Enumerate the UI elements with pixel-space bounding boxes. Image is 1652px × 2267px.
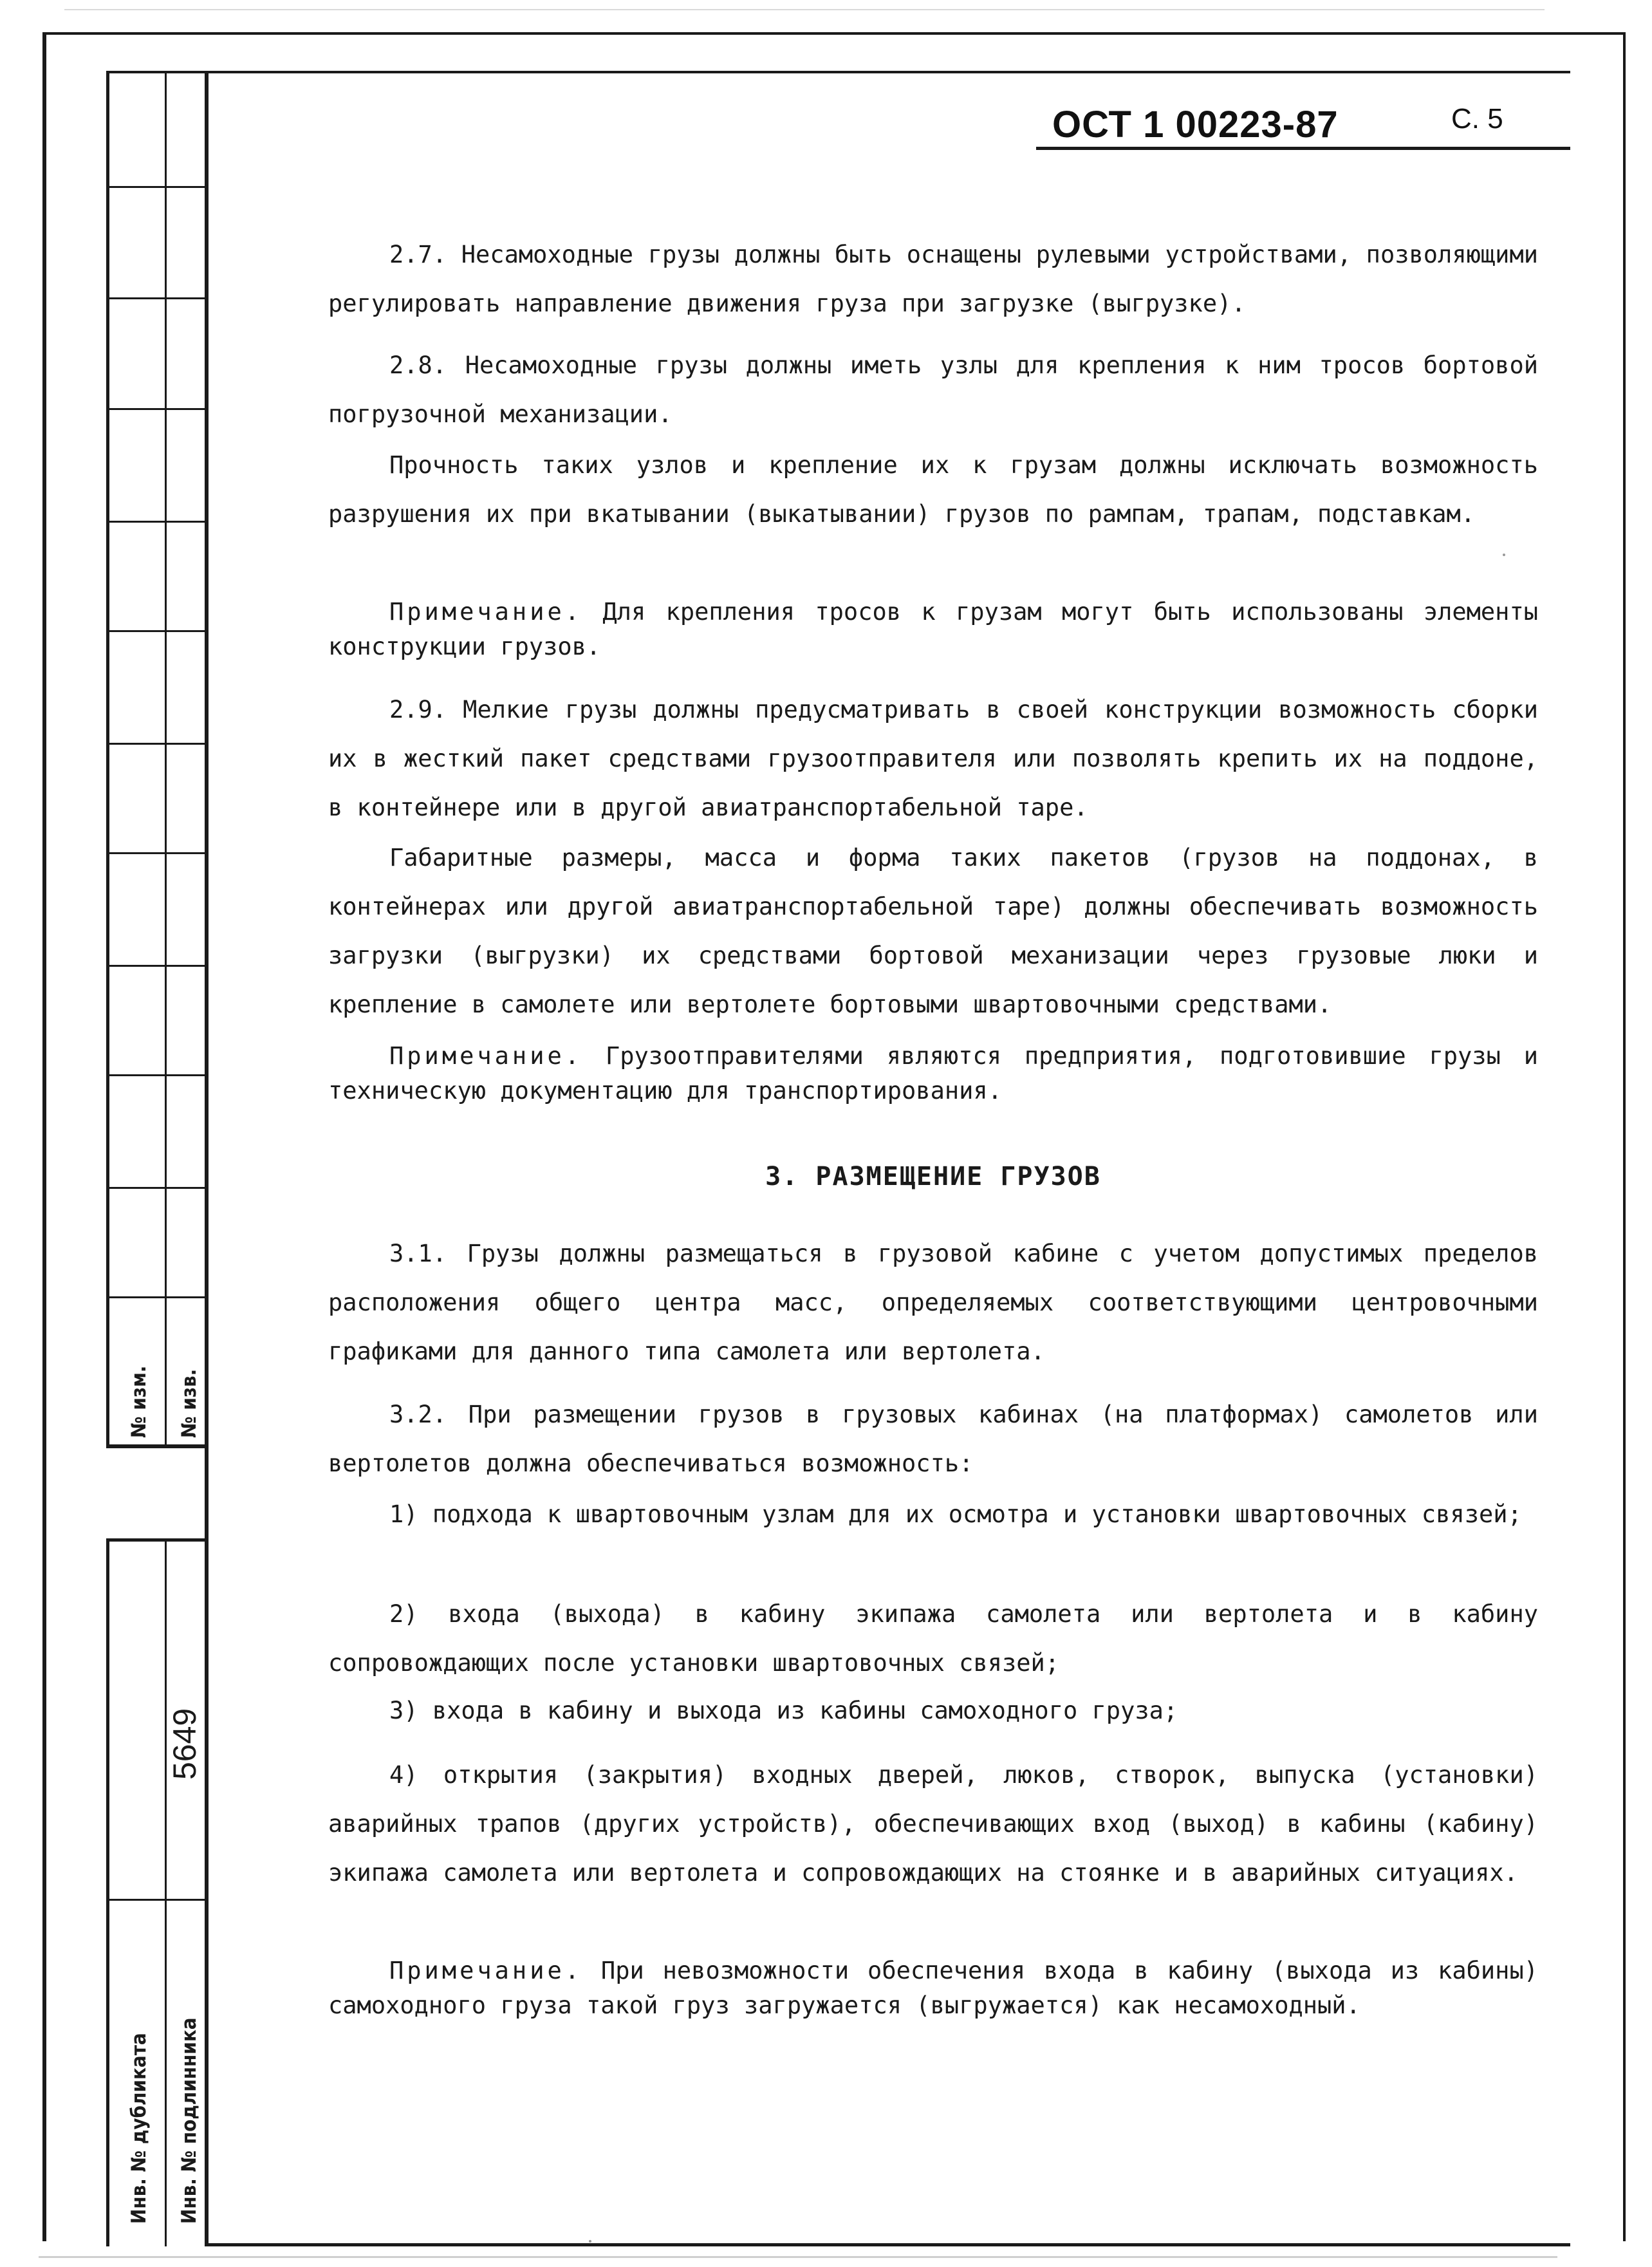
margin-row-line <box>109 852 206 854</box>
note-text: При невозможности обеспечения входа в кабину (выхода из кабины) самоходного груза такой груз загружается (выгружается) как несамоходный. <box>328 1957 1538 2019</box>
document-code: ОСТ 1 00223-87 <box>1052 104 1339 145</box>
margin-row-line <box>109 1899 206 1901</box>
paragraph-2-7: 2.7. Несамоходные грузы должны быть оснащены рулевыми устройствами, позволяющими регулировать направление движения груза при загрузке (выгрузке). <box>328 241 1538 317</box>
original-inventory-label: Инв. № подлинника <box>178 2017 201 2224</box>
scan-speck <box>1503 554 1505 556</box>
notice-number-label: № изв. <box>178 1368 201 1438</box>
paragraph-2-8-strength: Прочность таких узлов и крепление их к грузам должны исключать возможность разрушения их при вкатывании (выкатывании) грузов по рампам, трапам, подставкам. <box>328 451 1538 528</box>
margin-row-line <box>109 297 206 299</box>
note-text: Для крепления тросов к грузам могут быть использованы элементы конструкции грузов. <box>328 598 1538 660</box>
scan-edge-bottom <box>39 2256 1557 2258</box>
margin-row-line <box>109 965 206 967</box>
original-inventory-number: 5649 <box>167 1708 203 1780</box>
list-item-1: 1) подхода к швартовочным узлам для их осмотра и установки швартовочных связей; <box>389 1500 1522 1528</box>
margin-stamp-lower <box>106 1538 206 2246</box>
margin-row-line <box>109 1296 206 1298</box>
margin-row-line <box>109 186 206 188</box>
list-item-3: 3) входа в кабину и выхода из кабины самоходного груза; <box>389 1697 1178 1724</box>
paragraph-2-9: 2.9. Мелкие грузы должны предусматривать в своей конструкции возможность сборки их в жесткий пакет средствами грузоотправителя или позволять крепить их на поддоне, в контейнере или в другой авиатранспортабельной таре. <box>328 696 1538 821</box>
note-label: Примечание. <box>389 1957 583 1984</box>
margin-divider <box>165 1542 167 2246</box>
list-item-2: 2) входа (выхода) в кабину экипажа самолета или вертолета и в кабину сопровождающих после установки швартовочных связей; <box>328 1600 1538 1677</box>
note-3-2 <box>328 1954 1538 2023</box>
paragraph-3-1: 3.1. Грузы должны размещаться в грузовой кабине с учетом допустимых пределов расположения общего центра масс, определяемых соответствующими центровочными графиками для данного типа самолета или вертолета. <box>328 1240 1538 1365</box>
margin-row-line <box>109 1187 206 1189</box>
margin-row-line <box>109 743 206 745</box>
duplicate-inventory-label: Инв. № дубликата <box>127 2033 151 2224</box>
list-item-4: 4) открытия (закрытия) входных дверей, люков, створок, выпуска (установки) аварийных трапов (других устройств), обеспечивающих вход (выход) в кабины (кабину) экипажа самолета или вертолета и сопровождающих на стоянке и в аварийных ситуациях. <box>328 1761 1538 1887</box>
scan-edge-top <box>64 9 1545 10</box>
note-label: Примечание. <box>389 1042 583 1070</box>
section-3-title: 3. РАЗМЕЩЕНИЕ ГРУЗОВ <box>765 1162 1101 1191</box>
header-rule <box>1036 147 1570 150</box>
note-text: Грузоотправителями являются предприятия, подготовившие грузы и техническую документацию для транспортирования. <box>328 1042 1538 1105</box>
margin-row-line <box>109 630 206 632</box>
paragraph-3-2: 3.2. При размещении грузов в грузовых кабинах (на платформах) самолетов или вертолетов должна обеспечиваться возможность: <box>328 1401 1538 1477</box>
note-2-8 <box>328 595 1538 664</box>
margin-row-line <box>109 1074 206 1076</box>
page-number: С. 5 <box>1451 103 1503 135</box>
scan-speck <box>589 2240 591 2243</box>
margin-row-line <box>109 408 206 410</box>
margin-divider <box>165 73 167 1444</box>
note-label: Примечание. <box>389 598 583 626</box>
change-number-label: № изм. <box>127 1365 151 1438</box>
note-2-9 <box>328 1039 1538 1108</box>
paragraph-2-9-dimensions: Габаритные размеры, масса и форма таких пакетов (грузов на поддонах, в контейнерах или другой авиатранспортабельной таре) должны обеспечивать возможность загрузки (выгрузки) их средствами бортовой механизации через грузовые люки и крепление в самолете или вертолете бортовыми швартовочными средствами. <box>328 844 1538 1018</box>
paragraph-2-8: 2.8. Несамоходные грузы должны иметь узлы для крепления к ним тросов бортовой погрузочной механизации. <box>328 351 1538 428</box>
margin-stamp-upper <box>106 71 206 1448</box>
margin-row-line <box>109 521 206 523</box>
